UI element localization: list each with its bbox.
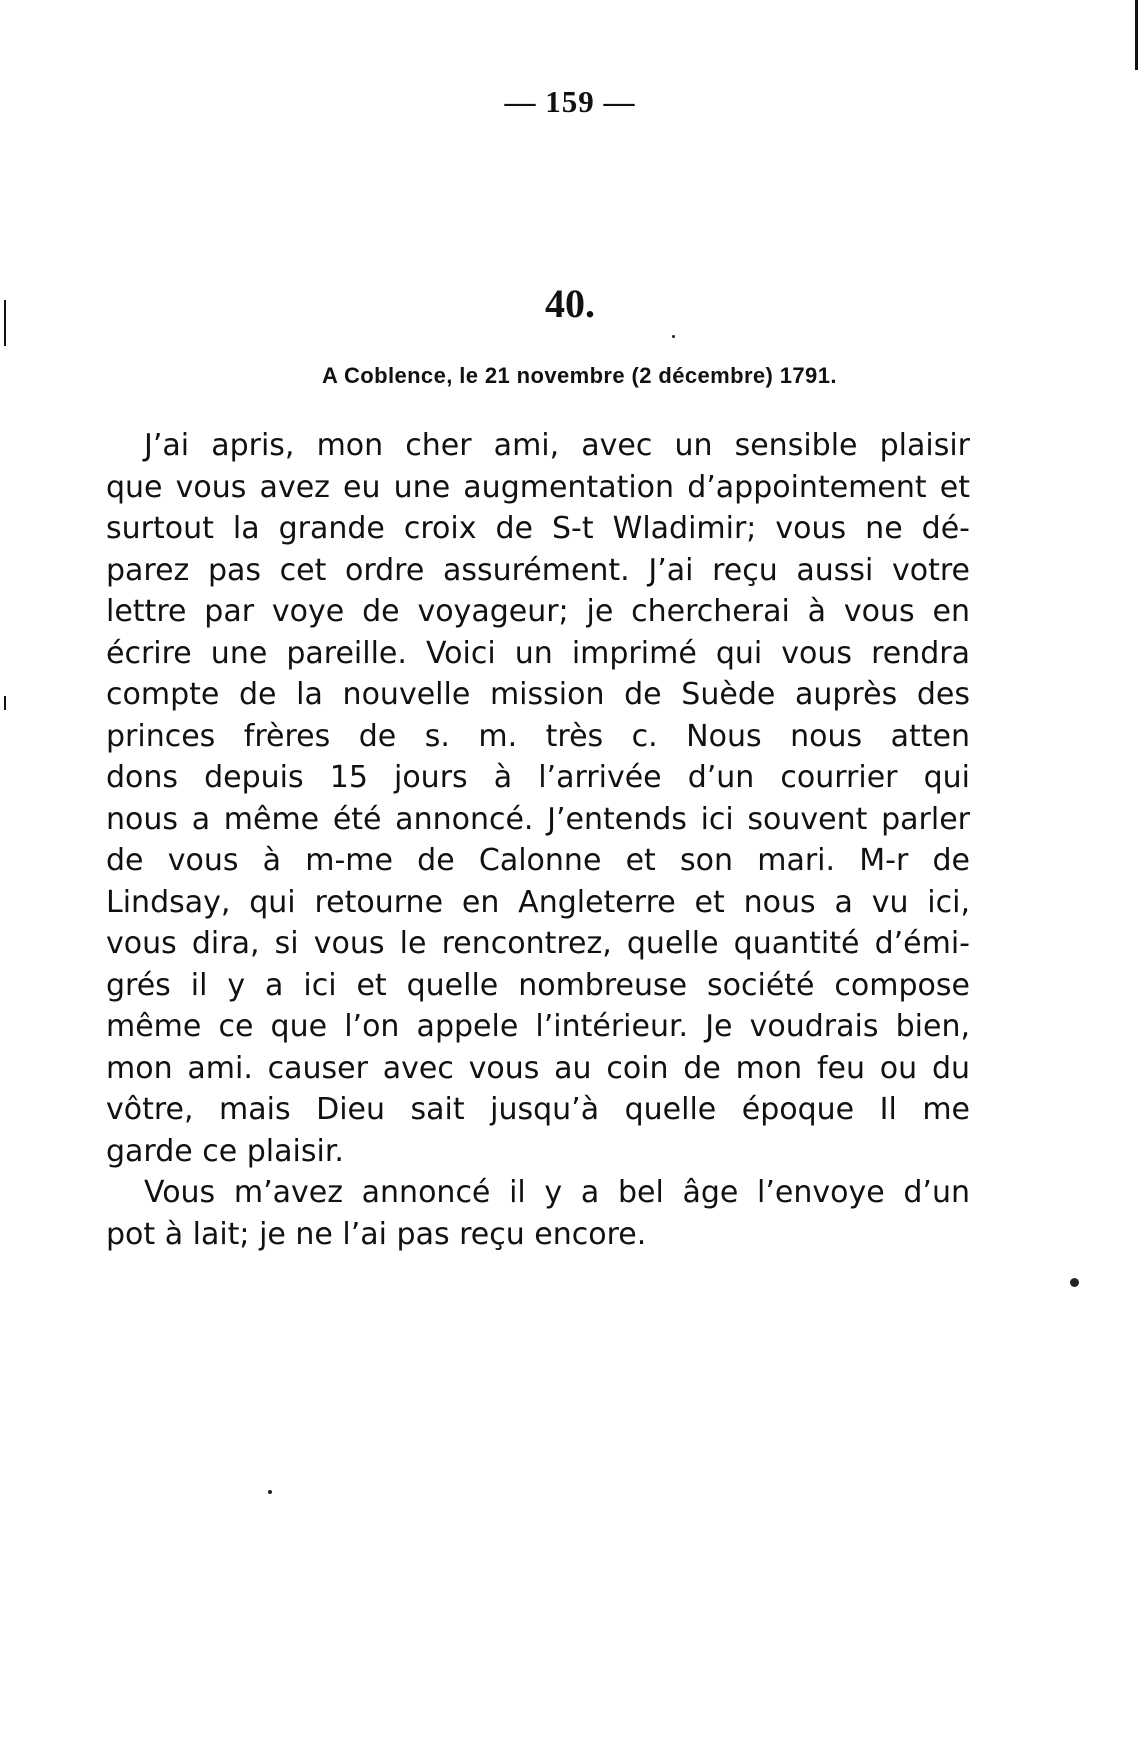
text-line: vôtre, mais Dieu sait jusqu’à quelle époque Il me — [106, 1092, 970, 1127]
letter-body — [106, 425, 970, 1255]
paragraph-1 — [106, 425, 970, 1172]
page-number: — 159 — — [504, 84, 636, 119]
letter-number: 40. — [545, 281, 595, 326]
scan-speck — [672, 335, 675, 338]
text-line: surtout la grande croix de S-t Wladimir; vous ne dé- — [106, 511, 970, 546]
text-line: dons depuis 15 jours à l’arrivée d’un courrier qui — [106, 760, 970, 795]
scan-edge-mark — [4, 696, 6, 710]
scan-speck — [268, 1490, 272, 1494]
text-line: J’ai apris, mon cher ami, avec un sensible plaisir — [144, 428, 970, 463]
text-line: mon ami. causer avec vous au coin de mon feu ou du — [106, 1050, 970, 1086]
scan-edge-mark — [4, 300, 6, 346]
text-line: de vous à m-me de Calonne et son mari. M-r de — [106, 843, 970, 878]
scan-edge-mark — [1135, 0, 1138, 70]
text-line: grés il y a ici et quelle nombreuse société compose — [106, 967, 970, 1003]
text-line: vous dira, si vous le rencontrez, quelle quantité d’émi- — [106, 926, 970, 961]
paragraph-2 — [106, 1172, 970, 1255]
text-line: que vous avez eu une augmentation d’appointement et — [106, 469, 970, 505]
text-line: princes frères de s. m. très c. Nous nous atten — [106, 718, 970, 754]
text-line: parez pas cet ordre assurément. J’ai reçu aussi votre — [106, 552, 970, 588]
text-line: garde ce plaisir. — [106, 1133, 344, 1169]
text-line: compte de la nouvelle mission de Suède auprès des — [106, 677, 970, 712]
text-line: pot à lait; je ne l’ai pas reçu encore. — [106, 1216, 647, 1252]
text-line: Vous m’avez annoncé il y a bel âge l’envoye d’un — [144, 1175, 970, 1210]
text-line: lettre par voye de voyageur; je chercherai à vous en — [106, 594, 970, 629]
text-line: Lindsay, qui retourne en Angleterre et nous a vu ici, — [106, 884, 970, 920]
text-line: écrire une pareille. Voici un imprimé qui vous rendra — [106, 635, 970, 671]
scan-speck — [1070, 1278, 1079, 1287]
letter-dateline: A Coblence, le 21 novembre (2 décembre) 1791. — [322, 363, 837, 388]
text-line: nous a même été annoncé. J’entends ici souvent parler — [106, 801, 970, 837]
text-line: même ce que l’on appele l’intérieur. Je voudrais bien, — [106, 1009, 970, 1044]
